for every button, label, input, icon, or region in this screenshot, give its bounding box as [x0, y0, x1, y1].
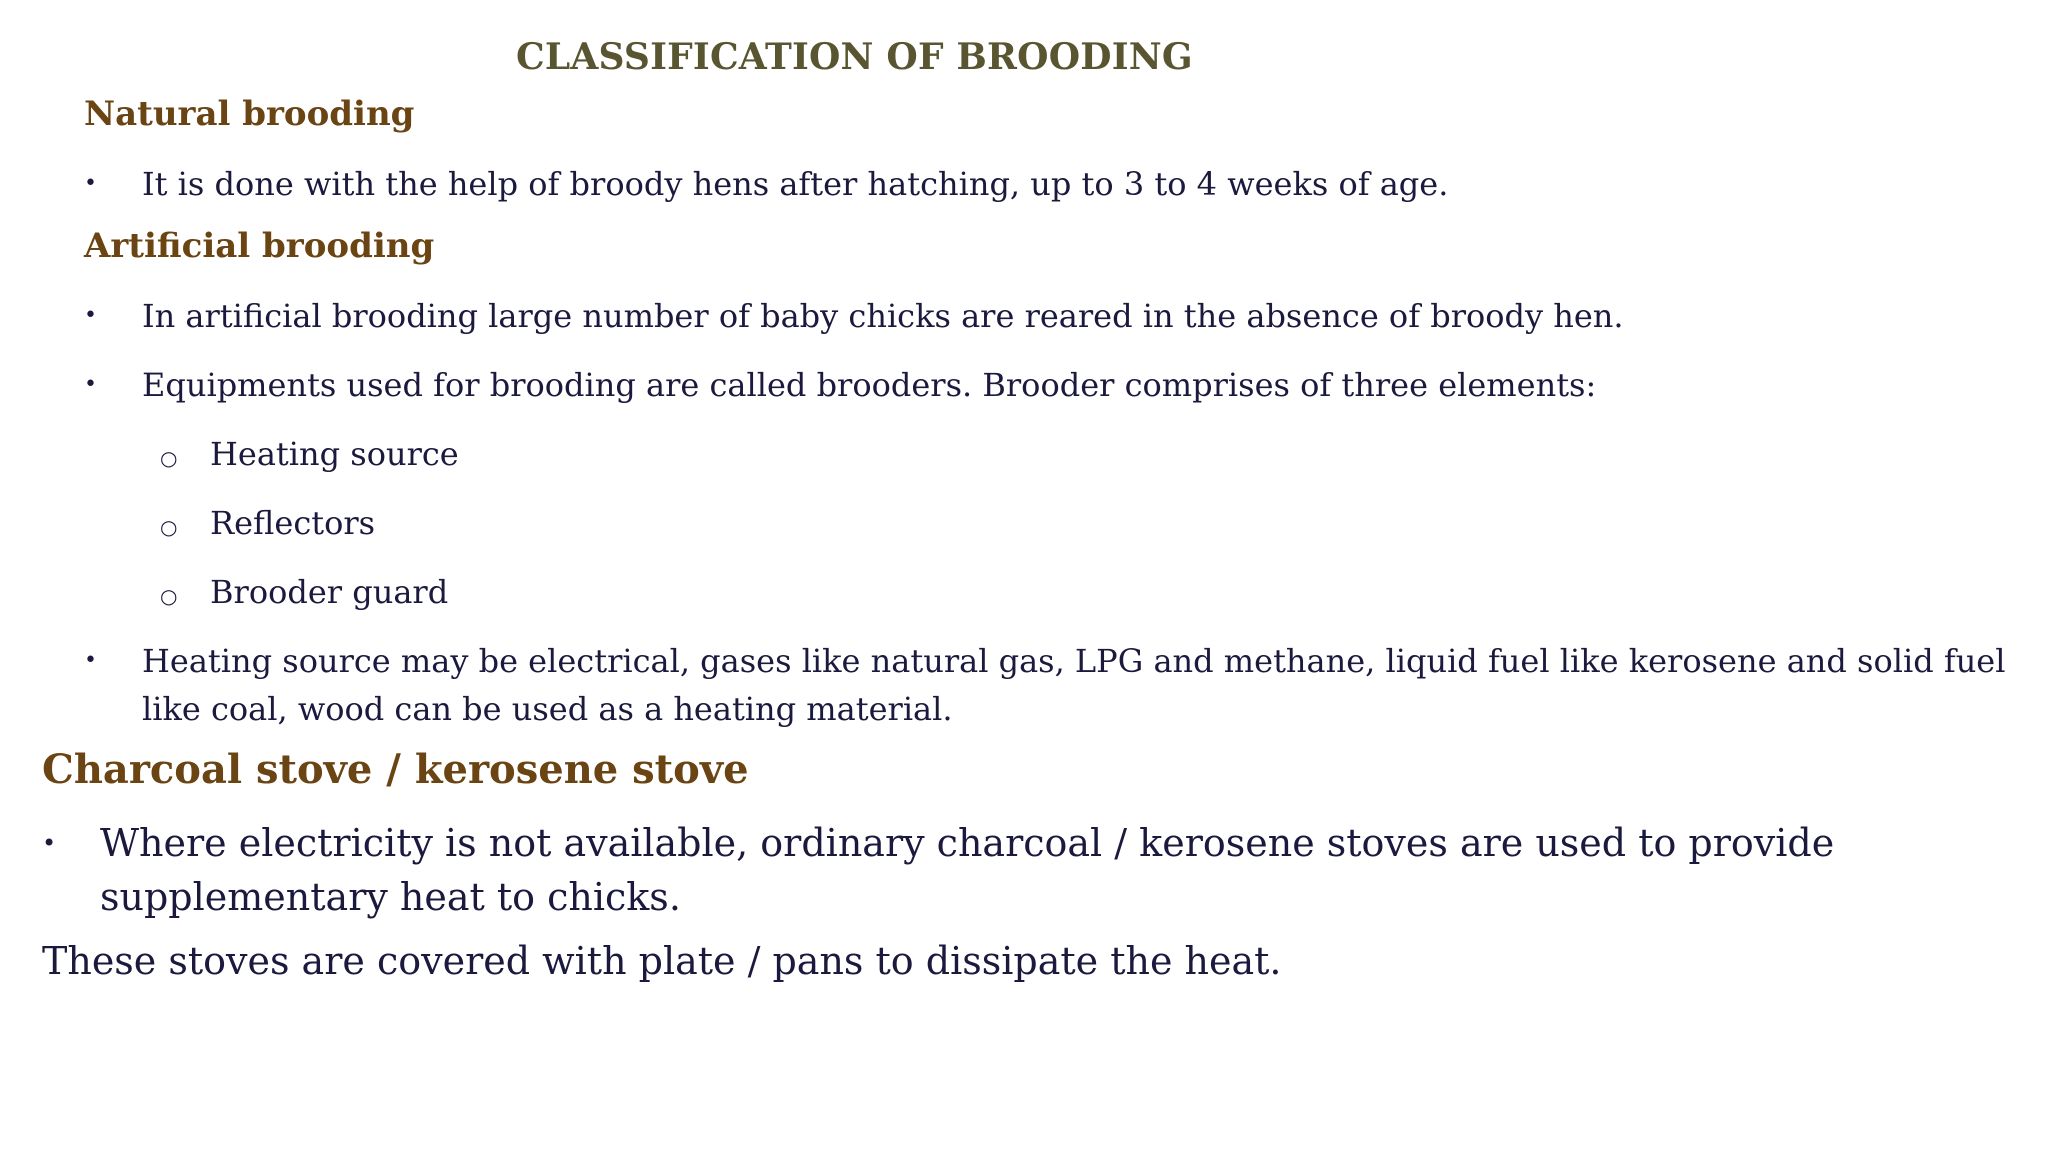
element-text: Heating source: [210, 435, 459, 473]
element-text: Reflectors: [210, 504, 376, 542]
bullet-text: Heating source may be electrical, gases like natural gas, LPG and methane, liquid fuel like kerosene and solid fuel like coal, wood can be used as a heating material.: [142, 642, 2006, 728]
circle-bullet-icon: ○: [160, 515, 178, 539]
element-text: Brooder guard: [210, 573, 449, 611]
bullet-icon: •: [42, 829, 57, 857]
natural-brooding-heading: Natural brooding: [84, 94, 415, 134]
stove-heading: Charcoal stove / kerosene stove: [42, 746, 749, 793]
circle-bullet-icon: ○: [160, 584, 178, 608]
bullet-text: It is done with the help of broody hens after hatching, up to 3 to 4 weeks of age.: [142, 165, 1449, 203]
page-title: CLASSIFICATION OF BROODING: [516, 36, 1193, 78]
bullet-icon: •: [84, 171, 97, 196]
circle-bullet-icon: ○: [160, 446, 178, 470]
bullet-icon: •: [84, 303, 97, 328]
bullet-text: Equipments used for brooding are called brooders. Brooder comprises of three elements:: [142, 366, 1597, 404]
bullet-text: In artificial brooding large number of baby chicks are reared in the absence of broody hen.: [142, 297, 1624, 335]
bullet-icon: •: [84, 372, 97, 397]
bullet-icon: •: [84, 648, 97, 673]
bullet-text: Where electricity is not available, ordinary charcoal / kerosene stoves are used to provide supplementary heat to chicks.: [100, 821, 1835, 919]
artificial-brooding-heading: Artificial brooding: [84, 226, 435, 266]
stove-note: These stoves are covered with plate / pans to dissipate the heat.: [42, 939, 1282, 983]
